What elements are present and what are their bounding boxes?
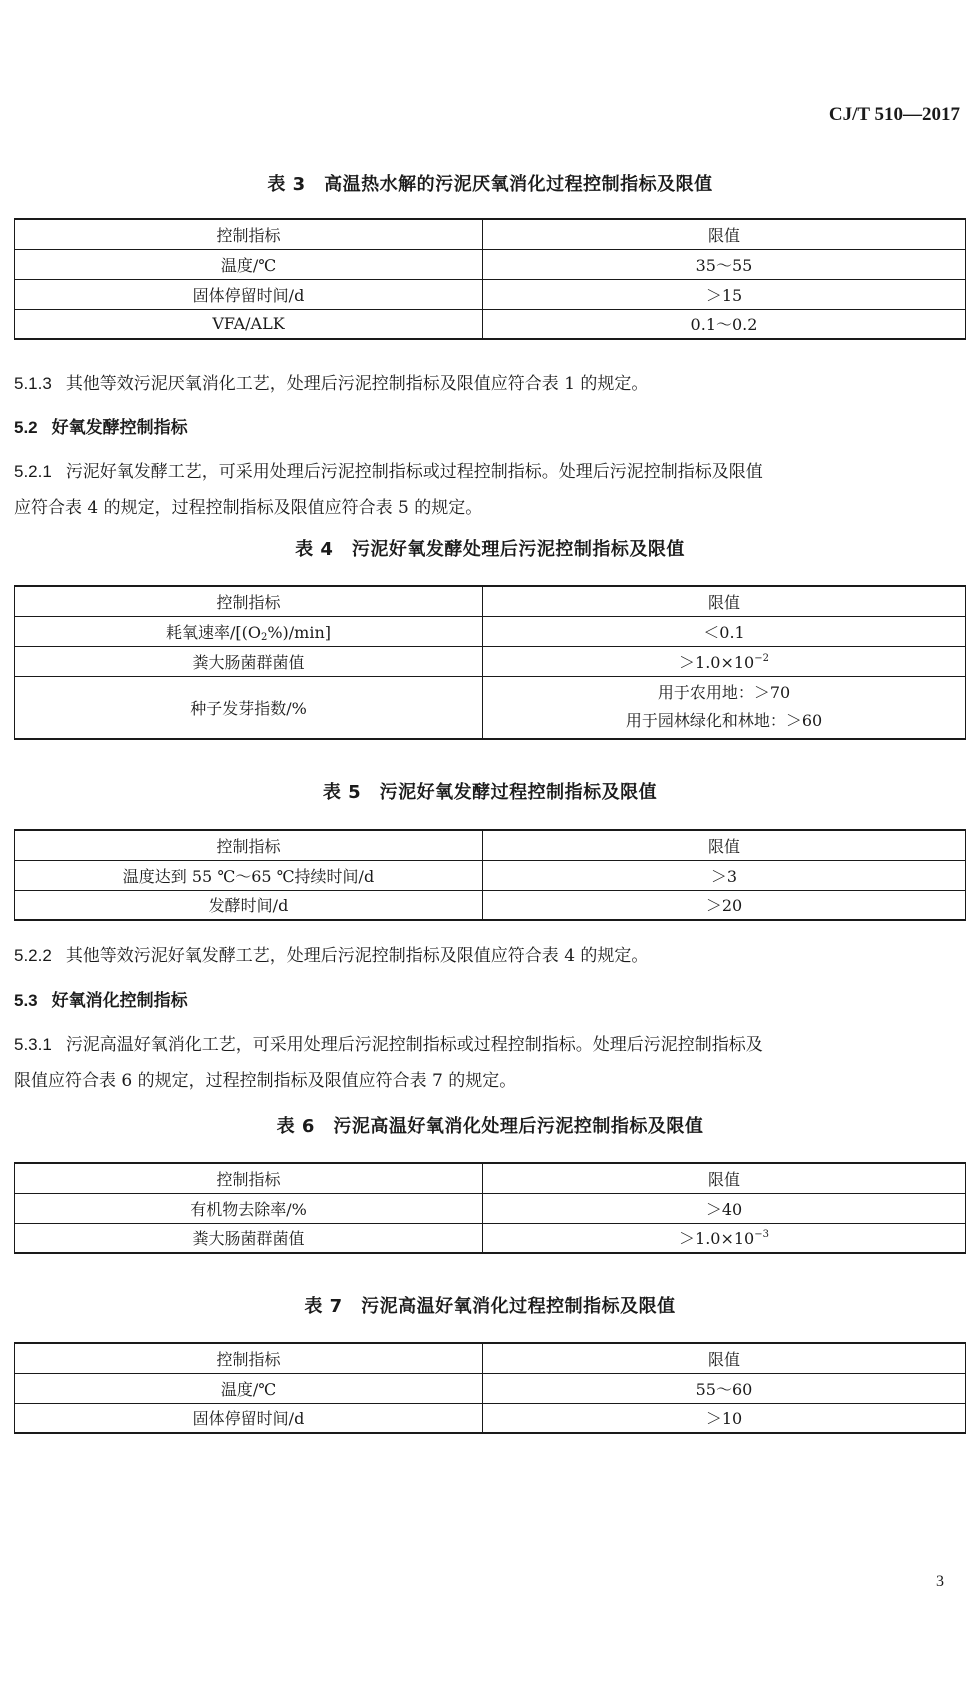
table-header-row (15, 219, 966, 249)
clause-text: 其他等效污泥好氧发酵工艺，处理后污泥控制指标及限值应符合表 4 的规定。 (65, 946, 649, 966)
table-row (15, 616, 966, 646)
section-number: 5.2 (14, 418, 38, 437)
clause-5-1-3 (14, 366, 966, 402)
indicator-cell: 温度/℃ (15, 249, 483, 279)
clause-5-3-1 (14, 1027, 966, 1099)
table-header-row (15, 586, 966, 616)
limit-exponent: −2 (754, 652, 769, 664)
clause-text-line2: 限值应符合表 6 的规定，过程控制指标及限值应符合表 7 的规定。 (14, 1071, 517, 1091)
subscript: 2 (260, 631, 268, 643)
limit-cell: ＞10 (483, 1403, 966, 1433)
col-header-limit: 限值 (483, 1163, 966, 1193)
indicator-cell: 粪大肠菌群菌值 (15, 1223, 483, 1253)
indicator-cell: 固体停留时间/d (15, 1403, 483, 1433)
indicator-cell (15, 616, 483, 646)
clause-text-line1: 污泥高温好氧消化工艺，可采用处理后污泥控制指标或过程控制指标。处理后污泥控制指标及 (65, 1035, 763, 1055)
indicator-cell: 种子发芽指数/% (15, 676, 483, 739)
limit-base: ＞1.0×10 (679, 1229, 755, 1249)
table7 (14, 1342, 966, 1434)
limit-cell: ＞20 (483, 890, 966, 920)
col-header-limit: 限值 (483, 830, 966, 860)
table5 (14, 829, 966, 921)
section-5-3-heading (14, 983, 966, 1019)
col-header-limit: 限值 (483, 1343, 966, 1373)
limit-base: ＞1.0×10 (679, 652, 755, 672)
indicator-cell: 有机物去除率/% (15, 1193, 483, 1223)
indicator-cell: 固体停留时间/d (15, 279, 483, 309)
standard-code-header: CJ/T 510—2017 (828, 104, 960, 125)
table6 (14, 1162, 966, 1254)
col-header-indicator: 控制指标 (15, 219, 483, 249)
table6-block (14, 1112, 966, 1254)
table3-title: 表 3 高温热水解的污泥厌氧消化过程控制指标及限值 (267, 174, 713, 195)
clause-text: 其他等效污泥厌氧消化工艺，处理后污泥控制指标及限值应符合表 1 的规定。 (65, 374, 649, 394)
table3-block (14, 170, 966, 340)
clause-number: 5.3.1 (14, 1035, 52, 1054)
limit-cell: ＞15 (483, 279, 966, 309)
indicator-cell: 温度达到 55 ℃～65 ℃持续时间/d (15, 860, 483, 890)
indicator-text: 耗氧速率/[(O (165, 622, 261, 642)
table5-block (14, 778, 966, 921)
table-header-row (15, 1163, 966, 1193)
col-header-indicator: 控制指标 (15, 1163, 483, 1193)
table4 (14, 585, 966, 740)
limit-cell: ＞40 (483, 1193, 966, 1223)
col-header-indicator: 控制指标 (15, 830, 483, 860)
limit-cell (483, 676, 966, 739)
limit-cell (483, 1223, 966, 1253)
col-header-limit: 限值 (483, 586, 966, 616)
table-row (15, 279, 966, 309)
limit-cell: 35～55 (483, 249, 966, 279)
section-title: 好氧发酵控制指标 (51, 418, 188, 438)
table3 (14, 218, 966, 340)
table-row (15, 1193, 966, 1223)
indicator-cell: VFA/ALK (15, 309, 483, 339)
table4-title: 表 4 污泥好氧发酵处理后污泥控制指标及限值 (295, 539, 685, 560)
table5-title: 表 5 污泥好氧发酵过程控制指标及限值 (322, 782, 658, 803)
limit-cell: ＞3 (483, 860, 966, 890)
limit-cell: 55～60 (483, 1373, 966, 1403)
table6-title: 表 6 污泥高温好氧消化处理后污泥控制指标及限值 (276, 1116, 704, 1137)
col-header-limit: 限值 (483, 219, 966, 249)
table4-block (14, 535, 966, 740)
limit-cell (483, 646, 966, 676)
table-row (15, 1373, 966, 1403)
table7-block (14, 1292, 966, 1434)
clause-5-2-1 (14, 454, 966, 526)
clause-text-line1: 污泥好氧发酵工艺，可采用处理后污泥控制指标或过程控制指标。处理后污泥控制指标及限值 (65, 462, 763, 482)
page-number: 3 (936, 1573, 944, 1590)
table-row (15, 646, 966, 676)
clause-number: 5.1.3 (14, 374, 52, 393)
table-row (15, 890, 966, 920)
clause-number: 5.2.2 (14, 946, 52, 965)
limit-cell: 0.1～0.2 (483, 309, 966, 339)
indicator-text: %)/min] (267, 622, 332, 642)
col-header-indicator: 控制指标 (15, 1343, 483, 1373)
section-number: 5.3 (14, 991, 38, 1010)
table-header-row (15, 1343, 966, 1373)
clause-5-2-2 (14, 938, 966, 974)
table7-title: 表 7 污泥高温好氧消化过程控制指标及限值 (304, 1296, 676, 1317)
table-header-row (15, 830, 966, 860)
table-row (15, 1403, 966, 1433)
limit-line: 用于园林绿化和林地：＞60 (625, 711, 823, 731)
table-row (15, 1223, 966, 1253)
indicator-cell: 发酵时间/d (15, 890, 483, 920)
clause-number: 5.2.1 (14, 462, 52, 481)
table-row (15, 309, 966, 339)
clause-text-line2: 应符合表 4 的规定，过程控制指标及限值应符合表 5 的规定。 (14, 498, 483, 518)
limit-cell: ＜0.1 (483, 616, 966, 646)
table-row (15, 676, 966, 739)
indicator-cell: 温度/℃ (15, 1373, 483, 1403)
limit-line: 用于农用地：＞70 (657, 683, 791, 703)
section-title: 好氧消化控制指标 (51, 991, 188, 1011)
section-5-2-heading (14, 410, 966, 446)
limit-exponent: −3 (754, 1229, 769, 1241)
col-header-indicator: 控制指标 (15, 586, 483, 616)
indicator-cell: 粪大肠菌群菌值 (15, 646, 483, 676)
table-row (15, 249, 966, 279)
table-row (15, 860, 966, 890)
